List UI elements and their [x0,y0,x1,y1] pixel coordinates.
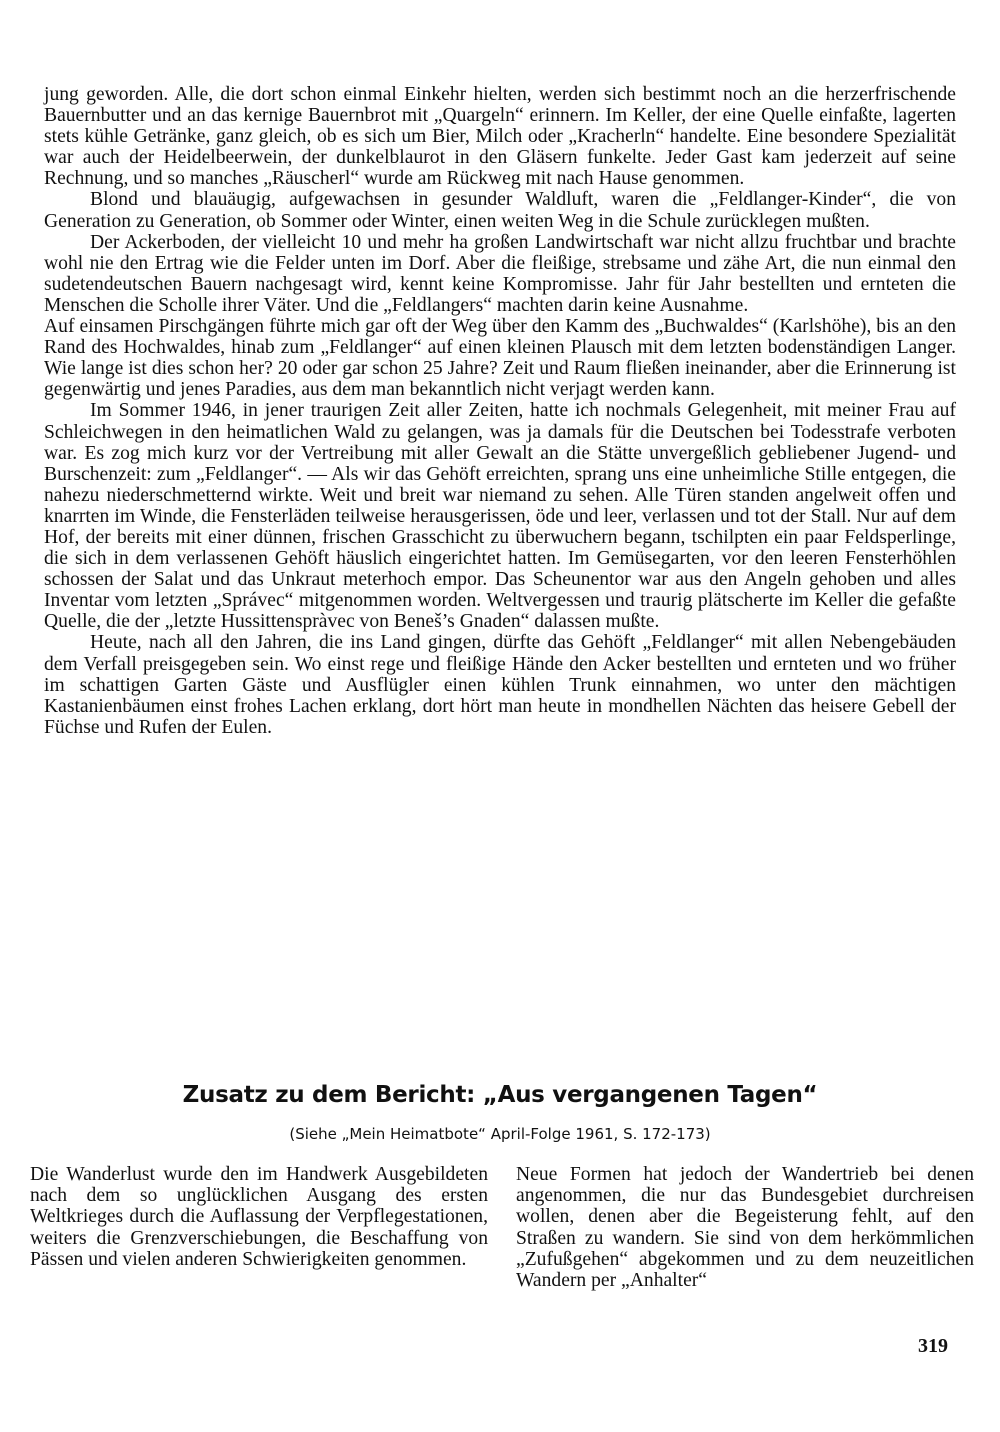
supplement-subtitle: (Siehe „Mein Heimatbote“ April-Folge 1961, S. 172-173) [289,1125,711,1143]
supplement-left-column [30,1164,488,1270]
supplement-right-paragraph: Neue Formen hat jedoch der Wandertrieb bei denen angenommen, die nur das Bundesgebiet durchreisen wollen, denen aber die Begeisterung fehlt, auf den Straßen zu wandern. Sie sind von dem herkömmlichen „Zufußgehen“ abgekommen und zu dem neuzeitlichen Wandern per „Anhalter“ [516,1164,974,1292]
article-paragraph-4: Auf einsamen Pirschgängen führte mich gar oft der Weg über den Kamm des „Buchwaldes“ (Karlshöhe), bis an den Rand des Hochwaldes, hinab zum „Feldlanger“ auf einen kleinen Plausch mit dem letzten bodenständigen Langer. Wie lange ist dies schon her? 20 oder gar schon 25 Jahre? Zeit und Raum fließen ineinander, aber die Erinnerung ist gegenwärtig und jenes Paradies, aus dem man bekanntlich nicht verjagt werden kann. [44,316,956,401]
article-paragraph-1: jung geworden. Alle, die dort schon einmal Einkehr hielten, werden sich bestimmt noch an die herzerfrischende Bauernbutter und an das kernige Bauernbrot mit „Quargeln“ erinnern. Im Keller, der eine Quelle einfaßte, lagerten stets kühle Getränke, ganz gleich, ob es sich um Bier, Milch oder „Kracherln“ handelte. Eine besondere Spezialität war auch der Heidelbeerwein, der dunkelblaurot in den Gläsern funkelte. Jeder Gast kam jederzeit auf seine Rechnung, und so manches „Räuscherl“ wurde am Rückweg mit nach Hause genommen. [44,84,956,190]
article-paragraph-6: Heute, nach all den Jahren, die ins Land gingen, dürfte das Gehöft „Feldlanger“ mit allen Nebengebäuden dem Verfall preisgegeben sein. Wo einst rege und fleißige Hände den Acker bestellten und ernteten und wo früher im schattigen Garten Gäste und Ausflügler einen kühlen Trunk einnahmen, wo unter den mächtigen Kastanienbäumen einst frohes Lachen erklang, dort hört man heute in mondhellen Nächten das heisere Gebell der Füchse und Rufen der Eulen. [44,632,956,738]
article-body [44,84,956,738]
page-number: 319 [918,1335,948,1357]
article-paragraph-5: Im Sommer 1946, in jener traurigen Zeit aller Zeiten, hatte ich nochmals Gelegenheit, mit meiner Frau auf Schleichwegen in den heimatlichen Wald zu gelangen, was ja damals für die Deutschen bei Todesstrafe verboten war. Es zog mich kurz vor der Vertreibung mit aller Gewalt an die Stätte unvergeßlich gebliebener Jugend- und Burschenzeit: zum „Feldlanger“. — Als wir das Gehöft erreichten, sprang uns eine unheimliche Stille entgegen, die nahezu niederschmetternd wirkte. Weit und breit war niemand zu sehen. Alle Türen standen angelweit offen und knarrten im Winde, die Fensterläden teilweise herausgerissen, öde und leer, verlassen und tot der Stall. Nur auf dem Hof, der bereits mit einer dünnen, frischen Grasschicht zu überwuchern begann, tschilpten ein paar Feldsperlinge, die sich in dem verlassenen Gehöft häuslich eingerichtet hatten. Im Gemüsegarten, vor den leeren Fensterhöhlen schossen der Salat und das Unkraut meterhoch empor. Das Scheunentor war aus den Angeln gehoben und alles Inventar vom letzten „Správec“ mitgenommen worden. Weltvergessen und traurig plätscherte im Keller die gefaßte Quelle, die der „letzte Hussittenspràvec von Beneš’s Gnaden“ dalassen mußte. [44,400,956,633]
supplement-left-paragraph: Die Wanderlust wurde den im Handwerk Ausgebildeten nach dem so unglücklichen Ausgang des ersten Weltkrieges durch die Auflassung der Verpflegestationen, weiters die Grenzverschiebungen, die Beschaffung von Pässen und vielen anderen Schwierigkeiten genommen. [30,1164,488,1270]
article-paragraph-2: Blond und blauäugig, aufgewachsen in gesunder Waldluft, waren die „Feldlanger-Kinder“, die von Generation zu Generation, ob Sommer oder Winter, einen weiten Weg in die Schule zurücklegen mußten. [44,189,956,232]
article-paragraph-3: Der Ackerboden, der vielleicht 10 und mehr ha großen Landwirtschaft war nicht allzu fruchtbar und brachte wohl nie den Ertrag wie die Felder unten im Dorf. Aber die fleißige, strebsame und zähe Art, die nun einmal den sudetendeutschen Bauern nachgesagt wird, kennt keine Kompromisse. Jahr für Jahr bestellten und ernteten die Menschen die Scholle ihrer Väter. Und die „Feldlangers“ machten darin keine Ausnahme. [44,231,956,316]
supplement-right-column [516,1164,974,1291]
supplement-title: Zusatz zu dem Bericht: „Aus vergangenen Tagen“ [182,1082,818,1108]
